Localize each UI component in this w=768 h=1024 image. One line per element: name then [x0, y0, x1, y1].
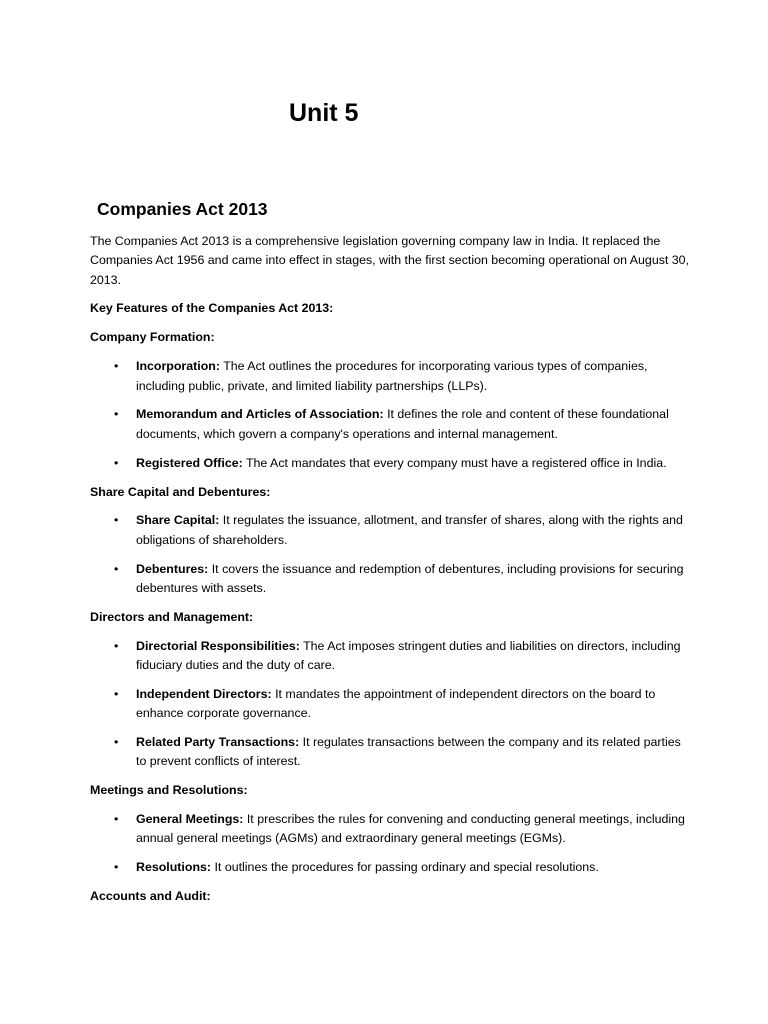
item-term: Independent Directors:	[136, 686, 272, 701]
item-description: It regulates the issuance, allotment, and transfer of shares, along with the rights and obligations of shareholders.	[136, 513, 683, 547]
bullet-list	[90, 511, 690, 598]
subsection-heading: Accounts and Audit:	[90, 889, 211, 904]
bullet-icon: •	[114, 638, 119, 653]
item-term: Debentures:	[136, 561, 209, 576]
bullet-icon: •	[114, 860, 119, 875]
item-term: Directorial Responsibilities:	[136, 638, 300, 653]
subsection-heading: Meetings and Resolutions:	[90, 783, 248, 798]
list-item	[90, 685, 690, 724]
item-description: The Act outlines the procedures for incorporating various types of companies, including public, private, and limited liability partnerships (LLPs).	[136, 359, 648, 393]
intro-paragraph: The Companies Act 2013 is a comprehensive legislation governing company law in India. It replaced the Companies Act 1956 and came into effect in stages, with the first section becoming operational on August 30, 2013.	[90, 234, 690, 287]
section-title: Companies Act 2013	[97, 199, 268, 219]
bullet-list	[90, 357, 690, 473]
item-term: Memorandum and Articles of Association:	[136, 407, 384, 422]
bullet-icon: •	[114, 812, 119, 827]
subsection-heading: Directors and Management:	[90, 609, 254, 624]
bullet-list	[90, 810, 690, 877]
list-item	[90, 637, 690, 676]
item-description: It mandates the appointment of independent directors on the board to enhance corporate governance.	[136, 686, 656, 721]
list-item	[90, 733, 690, 772]
bullet-icon: •	[114, 513, 119, 528]
item-description: It outlines the procedures for passing ordinary and special resolutions.	[211, 860, 599, 875]
list-item	[90, 357, 690, 396]
bullet-icon: •	[114, 359, 119, 374]
feature-sections	[90, 328, 690, 906]
bullet-icon: •	[114, 686, 119, 701]
key-features-heading: Key Features of the Companies Act 2013:	[90, 301, 334, 316]
item-term: Incorporation:	[136, 359, 220, 374]
list-item	[90, 810, 690, 849]
item-term: General Meetings:	[136, 812, 244, 827]
bullet-icon: •	[114, 735, 119, 750]
item-description: It defines the role and content of these foundational documents, which govern a company's operations and internal management.	[136, 407, 669, 441]
item-term: Share Capital:	[136, 513, 220, 528]
bullet-icon: •	[114, 561, 119, 576]
bullet-list	[90, 637, 690, 772]
list-item	[90, 560, 690, 599]
item-description: The Act mandates that every company must have a registered office in India.	[242, 455, 667, 470]
list-item	[90, 454, 690, 473]
list-item	[90, 511, 690, 550]
item-term: Related Party Transactions:	[136, 735, 300, 750]
item-description: The Act imposes stringent duties and liabilities on directors, including fiduciary duties and the duty of care.	[136, 638, 681, 672]
item-description: It prescribes the rules for convening and conducting general meetings, including annual general meetings (AGMs) and extraordinary general meetings (EGMs).	[136, 812, 685, 846]
list-item	[90, 405, 690, 444]
unit-title: Unit 5	[289, 99, 359, 127]
item-description: It covers the issuance and redemption of debentures, including provisions for securing debentures with assets.	[136, 561, 684, 595]
subsection-heading: Company Formation:	[90, 330, 215, 345]
document-body	[90, 232, 690, 916]
list-item	[90, 858, 690, 877]
item-description: It regulates transactions between the company and its related parties to prevent conflicts of interest.	[136, 735, 681, 769]
bullet-icon: •	[114, 455, 119, 470]
item-term: Registered Office:	[136, 455, 243, 470]
subsection-heading: Share Capital and Debentures:	[90, 484, 271, 499]
bullet-icon: •	[114, 407, 119, 422]
item-term: Resolutions:	[136, 860, 212, 875]
